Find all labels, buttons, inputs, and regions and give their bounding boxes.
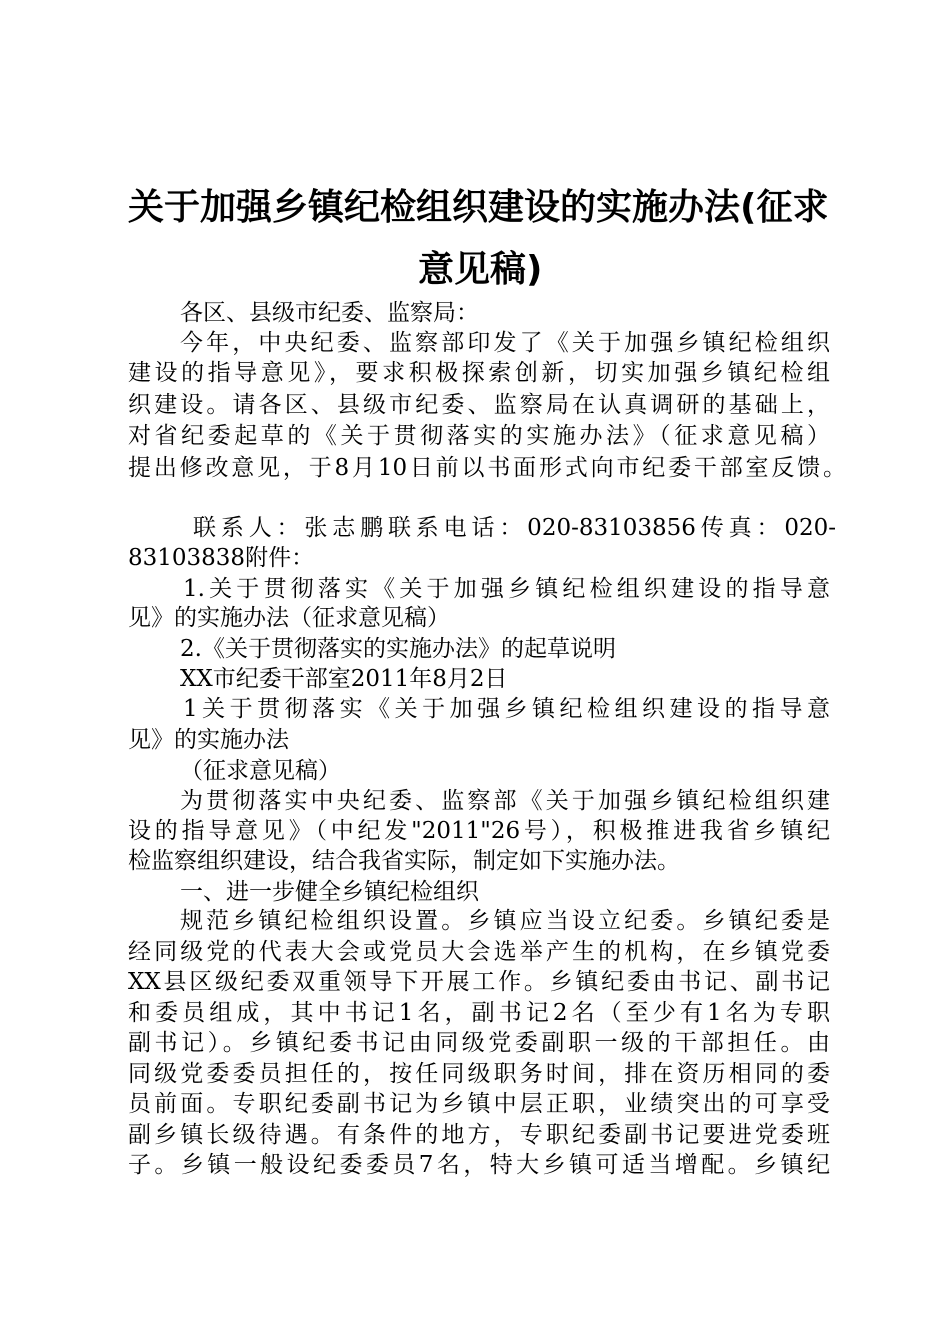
salutation: 各区、县级市纪委、监察局： xyxy=(180,300,479,326)
body-line: 建设的指导意见》，要求积极探索创新，切实加强乡镇纪检组 xyxy=(128,360,830,386)
signature-date: XX市纪委干部室2011年8月2日 xyxy=(180,666,508,692)
attachment-item-2: 2.《关于贯彻落实的实施办法》的起草说明 xyxy=(180,636,616,662)
body-line: 员前面。专职纪委副书记为乡镇中层正职，业绩突出的可享受 xyxy=(128,1091,830,1117)
draft-note: （征求意见稿） xyxy=(180,758,341,784)
body-line: 同级党委委员担任的，按任同级职务时间，排在资历相同的委 xyxy=(128,1061,830,1087)
document-title-line-1: 关于加强乡镇纪检组织建设的实施办法(征求 xyxy=(128,187,829,228)
body-line: 规范乡镇纪检组织设置。乡镇应当设立纪委。乡镇纪委是 xyxy=(180,908,830,934)
attachment-label: 83103838附件： xyxy=(128,545,315,571)
body-line: 织建设。请各区、县级市纪委、监察局在认真调研的基础上， xyxy=(128,392,830,418)
body-line: 提出修改意见，于8月10日前以书面形式向市纪委干部室反馈。 xyxy=(128,455,846,481)
body-line: 和委员组成，其中书记1名，副书记2名（至少有1名为专职 xyxy=(128,1000,830,1026)
contact-line: 联系人：张志鹏联系电话：020-83103856传真：020- xyxy=(193,515,836,541)
section-heading-cont: 见》的实施办法 xyxy=(128,727,289,753)
body-line: 子。乡镇一般设纪委委员7名，特大乡镇可适当增配。乡镇纪 xyxy=(128,1152,830,1178)
body-line: 检监察组织建设，结合我省实际，制定如下实施办法。 xyxy=(128,848,680,874)
body-line: 副乡镇长级待遇。有条件的地方，专职纪委副书记要进党委班 xyxy=(128,1122,830,1148)
body-line: 今年，中央纪委、监察部印发了《关于加强乡镇纪检组织 xyxy=(180,330,830,356)
body-line: 副书记）。乡镇纪委书记由同级党委副职一级的干部担任。由 xyxy=(128,1030,830,1056)
body-line: 经同级党的代表大会或党员大会选举产生的机构，在乡镇党委 xyxy=(128,939,830,965)
attachment-item-1-cont: 见》的实施办法（征求意见稿） xyxy=(128,605,450,631)
section-heading: 1关于贯彻落实《关于加强乡镇纪检组织建设的指导意 xyxy=(183,696,830,722)
subsection-heading: 一、进一步健全乡镇纪检组织 xyxy=(180,879,479,905)
body-line: 为贯彻落实中央纪委、监察部《关于加强乡镇纪检组织建 xyxy=(180,788,830,814)
document-title-line-2: 意见稿) xyxy=(418,249,543,290)
attachment-item-1: 1.关于贯彻落实《关于加强乡镇纪检组织建设的指导意 xyxy=(183,576,830,602)
body-line: 设的指导意见》（中纪发"2011"26号），积极推进我省乡镇纪 xyxy=(128,818,830,844)
body-line: XX县区级纪委双重领导下开展工作。乡镇纪委由书记、副书记 xyxy=(128,969,830,995)
body-line: 对省纪委起草的《关于贯彻落实的实施办法》（征求意见稿） xyxy=(128,423,830,449)
